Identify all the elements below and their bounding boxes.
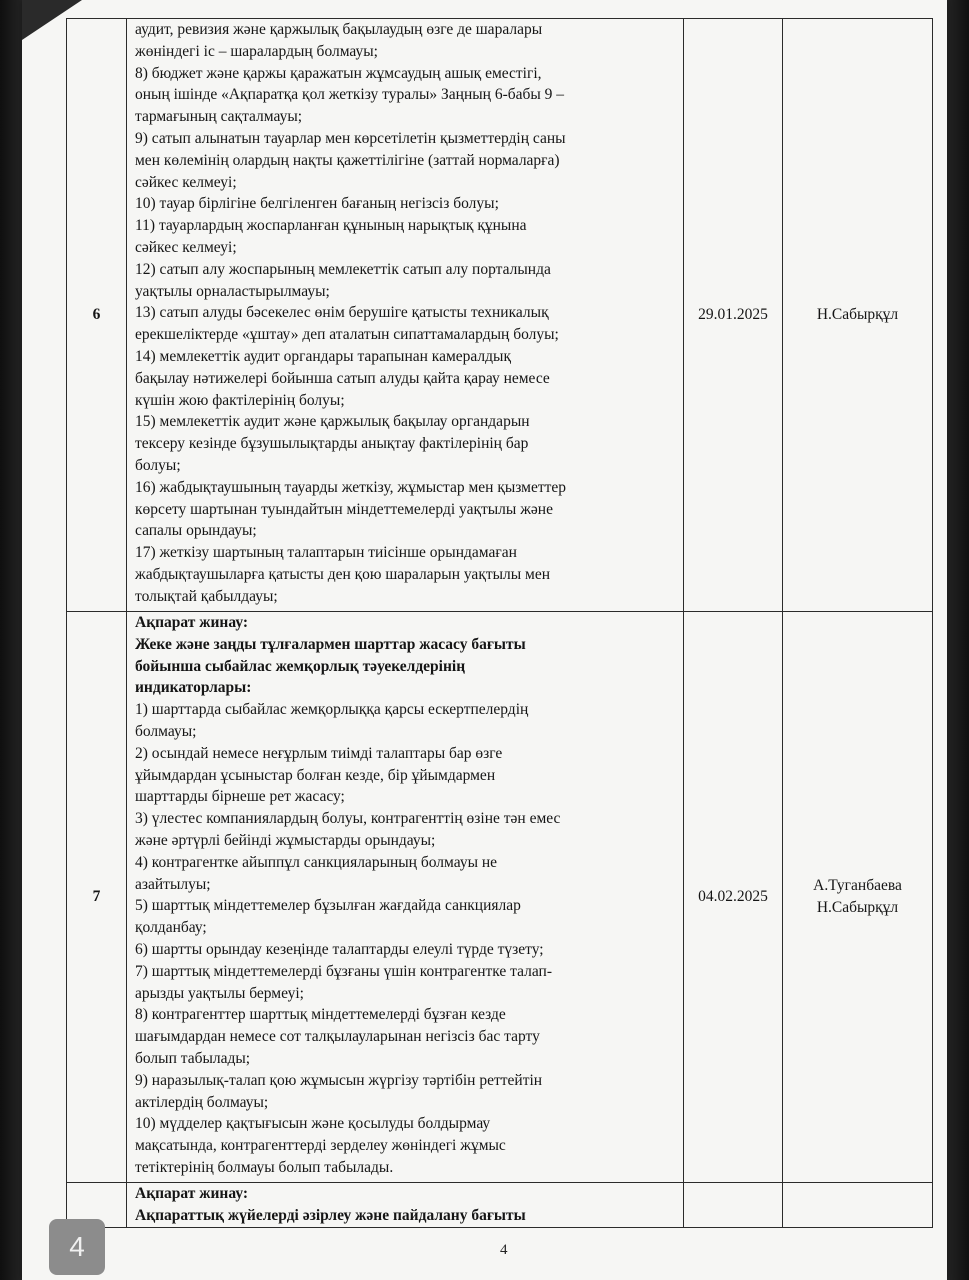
text-line: болып табылады;: [135, 1049, 251, 1067]
row-description: [127, 1183, 684, 1228]
responsible-name: Н.Сабырқұл: [816, 306, 899, 324]
section-heading-line: Ақпараттық жүйелерді әзірлеу және пайдалану бағыты: [135, 1206, 526, 1224]
text-line: жөніндегі іс – шаралардың болмауы;: [135, 42, 378, 60]
row-date: [684, 1183, 783, 1228]
text-line: 2) осындай немесе неғұрлым тиімді талаптары бар өзге: [135, 744, 503, 762]
text-line: сәйкес келмеуі;: [135, 173, 237, 191]
text-line: аудит, ревизия және қаржылық бақылаудың өзге де шаралары: [135, 21, 543, 38]
table-row: [67, 19, 933, 612]
text-line: 6) шартты орындау кезеңінде талаптарды елеулі түрде түзету;: [135, 940, 544, 958]
text-line: жабдықтаушыларға қатысты ден қою шараларын уақтылы мен: [135, 565, 551, 583]
section-heading-line: индикаторлары:: [135, 679, 252, 697]
row-responsible: [783, 612, 933, 1183]
text-line: шарттарды бірнеше рет жасасу;: [135, 788, 345, 806]
text-line: 9) наразылық-талап қою жұмысын жүргізу тәртібін реттейтін: [135, 1071, 543, 1089]
row-description: [127, 612, 684, 1183]
text-line: 4) контрагентке айыппұл санкцияларының болмауы не: [135, 853, 498, 871]
text-line: 14) мемлекеттік аудит органдары тарапынан камералдық: [135, 347, 511, 365]
responsible-name: Н.Сабырқұл: [816, 899, 899, 916]
text-line: 17) жеткізу шартының талаптарын тиісінше орындамаған: [135, 544, 517, 562]
text-line: болуы;: [135, 456, 181, 474]
text-line: 1) шарттарда сыбайлас жемқорлыққа қарсы ескертпелердің: [135, 701, 529, 719]
text-line: ерекшеліктерде «ұштау» деп аталатын сипаттамалардың болуы;: [135, 326, 559, 344]
text-line: азайтылуы;: [135, 875, 211, 893]
text-line: актілердің болмауы;: [135, 1093, 269, 1111]
row-description: [127, 19, 684, 612]
row-date: [684, 612, 783, 1183]
text-line: шағымдардан немесе сот талқылауларынан негізсіз бас тарту: [135, 1028, 540, 1046]
section-heading-line: бойынша сыбайлас жемқорлық тәуекелдерінің: [135, 657, 466, 675]
row-number: 6: [67, 19, 127, 612]
page-badge[interactable]: 4: [49, 1219, 105, 1275]
text-line: 10) тауар бірлігіне белгіленген бағаның негізсіз болуы;: [135, 195, 499, 213]
text-line: болмауы;: [135, 722, 197, 740]
text-line: 12) сатып алу жоспарының мемлекеттік сатып алу порталында: [135, 260, 551, 278]
page-number: 4: [500, 1242, 508, 1258]
text-line: мен көлемінің олардың нақты қажеттілігіне (заттай нормаларға): [135, 151, 560, 169]
text-line: мақсатында, контрагенттерді зерделеу жөніндегі жұмыс: [135, 1137, 506, 1155]
text-line: уақтылы орналастырылмауы;: [135, 282, 330, 300]
text-line: 13) сатып алуды бәсекелес өнім берушіге қатысты техникалық: [135, 304, 549, 322]
text-line: қолданбау;: [135, 919, 207, 937]
table-row: [67, 612, 933, 1183]
section-heading-line: Ақпарат жинау:: [135, 614, 249, 631]
text-line: оның ішінде «Ақпаратқа қол жеткізу туралы» Заңның 6-бабы 9 –: [135, 86, 565, 104]
text-line: 8) контрагенттер шарттық міндеттемелерді бұзған кезде: [135, 1006, 506, 1024]
text-line: көрсету шартынан туындайтын міндеттемелерді уақтылы және: [135, 500, 553, 518]
section-heading-line: Ақпарат жинау:: [135, 1185, 249, 1202]
text-line: толықтай қабылдауы;: [135, 587, 278, 605]
text-line: арызды уақтылы бермеуі;: [135, 984, 304, 1002]
responsible-name: А.Туганбаева: [813, 877, 902, 895]
text-line: тармағының сақталмауы;: [135, 108, 303, 126]
text-line: тетіктерінің болмауы болып табылады.: [135, 1158, 394, 1176]
text-line: бақылау нәтижелері бойынша сатып алуды қайта қарау немесе: [135, 369, 550, 387]
row-date: [684, 19, 783, 612]
text-line: 5) шарттық міндеттемелер бұзылған жағдайда санкциялар: [135, 897, 521, 915]
row-number: 7: [67, 612, 127, 1183]
text-line: күшін жою фактілерінің болуы;: [135, 391, 345, 409]
text-line: 9) сатып алынатын тауарлар мен көрсетілетін қызметтердің саны: [135, 129, 566, 147]
text-line: сапалы орындауы;: [135, 522, 257, 540]
text-line: ұйымдардан ұсыныстар болған кезде, бір ұйымдармен: [135, 766, 496, 784]
table-row: [67, 1183, 933, 1228]
text-line: 3) үлестес компаниялардың болуы, контрагенттің өзіне тән емес: [135, 810, 561, 828]
date-text: 29.01.2025: [698, 306, 768, 324]
text-line: сәйкес келмеуі;: [135, 238, 237, 256]
row-responsible: [783, 19, 933, 612]
date-text: 04.02.2025: [698, 888, 768, 906]
plan-table: [66, 18, 933, 1228]
text-line: 16) жабдықтаушының тауарды жеткізу, жұмыстар мен қызметтер: [135, 478, 567, 496]
text-line: 7) шарттық міндеттемелерді бұзғаны үшін контрагентке талап-: [135, 962, 553, 980]
text-line: тексеру кезінде бұзушылықтарды анықтау фактілерінің бар: [135, 435, 529, 453]
text-line: 15) мемлекеттік аудит және қаржылық бақылау органдарын: [135, 413, 530, 431]
text-line: және әртүрлі бейінді жұмыстарды орындауы;: [135, 831, 436, 849]
text-line: 10) мүдделер қақтығысын және қосылуды болдырмау: [135, 1115, 491, 1133]
section-heading-line: Жеке және заңды тұлғалармен шарттар жасасу бағыты: [135, 635, 526, 653]
text-line: 8) бюджет және қаржы қаражатын жұмсаудың ашық еместігі,: [135, 64, 542, 82]
row-responsible: [783, 1183, 933, 1228]
text-line: 11) тауарлардың жоспарланған құнының нарықтық құнына: [135, 217, 527, 235]
